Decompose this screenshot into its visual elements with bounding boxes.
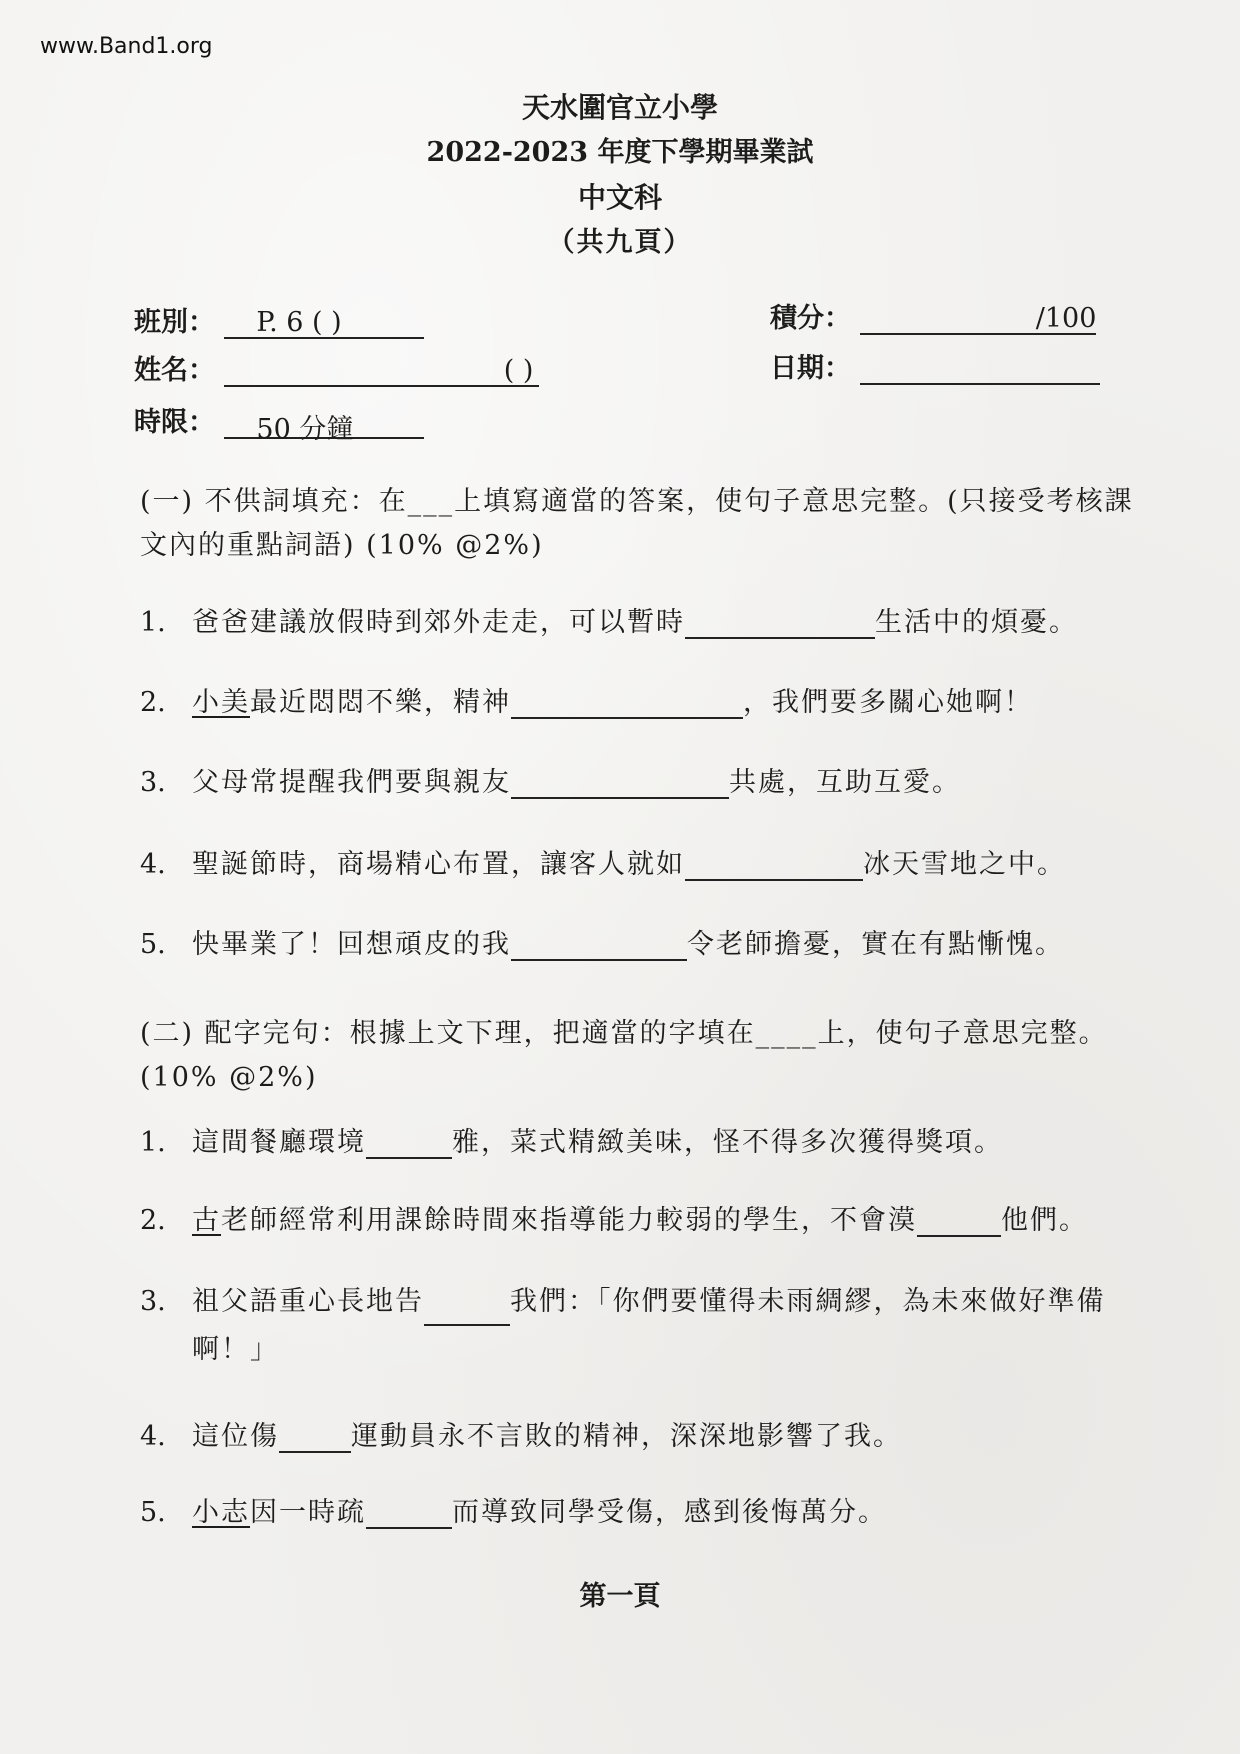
question-text: 雅，菜式精緻美味，怪不得多次獲得獎項。 <box>452 1127 1003 1158</box>
name-input[interactable] <box>224 355 539 387</box>
question-number: 5. <box>140 929 166 960</box>
question-number: 2. <box>140 1205 166 1236</box>
s1-question-1 <box>140 600 1140 639</box>
time-value: 50 分鐘 <box>256 414 354 445</box>
proper-name: 古 <box>192 1205 221 1236</box>
question-number: 5. <box>140 1497 166 1528</box>
time-value-line <box>224 407 424 445</box>
name-paren: ( ) <box>503 355 534 386</box>
question-text: 聖誕節時，商場精心布置，讓客人就如 <box>192 849 685 880</box>
question-text: 老師經常利用課餘時間來指導能力較弱的學生，不會漠 <box>221 1205 917 1236</box>
answer-blank[interactable] <box>424 1296 510 1326</box>
class-label: 班別： <box>134 307 215 338</box>
question-text: 令老師擔憂，實在有點慚愧。 <box>687 929 1064 960</box>
question-text: 這間餐廳環境 <box>192 1127 366 1158</box>
answer-blank[interactable] <box>685 609 875 639</box>
score-input[interactable] <box>860 303 1096 335</box>
proper-name: 小志 <box>192 1497 250 1528</box>
answer-blank[interactable] <box>511 689 743 719</box>
question-number: 4. <box>140 1421 166 1452</box>
answer-blank[interactable] <box>511 769 729 799</box>
s1-question-4 <box>140 842 1140 881</box>
page-footer: 第一頁 <box>579 1581 661 1612</box>
answer-blank[interactable] <box>511 931 687 961</box>
score-value: /100 <box>1035 303 1097 334</box>
question-text: 他們。 <box>1001 1205 1088 1236</box>
date-field <box>770 346 1100 385</box>
question-text: 爸爸建議放假時到郊外走走，可以暫時 <box>192 607 685 638</box>
date-input[interactable] <box>860 353 1100 385</box>
answer-blank[interactable] <box>366 1129 452 1159</box>
answer-blank[interactable] <box>279 1423 351 1453</box>
question-number: 2. <box>140 687 166 718</box>
class-value: P. 6 ( ) <box>256 307 342 338</box>
score-label: 積分： <box>770 303 851 334</box>
question-text: 我們：「你們要懂得未雨綢繆，為未來做好準備啊！」 <box>192 1286 1106 1365</box>
question-text: 共處，互助互愛。 <box>729 767 961 798</box>
question-number: 1. <box>140 1127 166 1158</box>
name-field <box>134 348 539 387</box>
question-text: 快畢業了！回想頑皮的我 <box>192 929 511 960</box>
question-text: 因一時疏 <box>250 1497 366 1528</box>
question-text: ，我們要多關心她啊！ <box>743 687 1033 718</box>
answer-blank[interactable] <box>366 1499 452 1529</box>
s2-question-4 <box>140 1414 1140 1453</box>
question-number: 3. <box>140 767 166 798</box>
page-count: （共九頁） <box>547 227 693 258</box>
class-field <box>134 300 424 339</box>
question-text: 而導致同學受傷，感到後悔萬分。 <box>452 1497 887 1528</box>
question-number: 1. <box>140 607 166 638</box>
proper-name: 小美 <box>192 687 250 718</box>
question-number: 4. <box>140 849 166 880</box>
s2-question-1 <box>140 1120 1140 1159</box>
name-label: 姓名： <box>134 355 215 386</box>
question-text: 運動員永不言敗的精神，深深地影響了我。 <box>351 1421 902 1452</box>
question-text: 生活中的煩憂。 <box>875 607 1078 638</box>
time-field <box>134 400 424 445</box>
date-label: 日期： <box>770 353 851 384</box>
question-text: 最近悶悶不樂，精神 <box>250 687 511 718</box>
site-watermark: www.Band1.org <box>40 34 213 59</box>
s2-question-2 <box>140 1198 1140 1237</box>
s2-question-3 <box>140 1278 1142 1374</box>
exam-title: 2022-2023 年度下學期畢業試 <box>426 137 814 168</box>
time-label: 時限： <box>134 407 215 438</box>
s2-question-5 <box>140 1490 1140 1529</box>
question-text: 這位傷 <box>192 1421 279 1452</box>
s1-question-3 <box>140 760 1140 799</box>
section1-heading: (一) 不供詞填充：在___上填寫適當的答案，使句子意思完整。(只接受考核課文內的重點詞語) (10% @2%) <box>140 486 1134 561</box>
subject-title: 中文科 <box>577 181 662 214</box>
school-name: 天水圍官立小學 <box>521 91 718 124</box>
question-text: 父母常提醒我們要與親友 <box>192 767 511 798</box>
score-field <box>770 296 1096 335</box>
section2-heading: (二) 配字完句：根據上文下理，把適當的字填在____上，使句子意思完整。(10% @2%) <box>140 1018 1108 1093</box>
s1-question-2 <box>140 680 1140 719</box>
s1-question-5 <box>140 922 1140 961</box>
class-input[interactable] <box>224 307 424 339</box>
answer-blank[interactable] <box>917 1207 1001 1237</box>
question-text: 冰天雪地之中。 <box>863 849 1066 880</box>
question-text: 祖父語重心長地告 <box>192 1286 424 1317</box>
answer-blank[interactable] <box>685 851 863 881</box>
question-number: 3. <box>140 1286 166 1317</box>
